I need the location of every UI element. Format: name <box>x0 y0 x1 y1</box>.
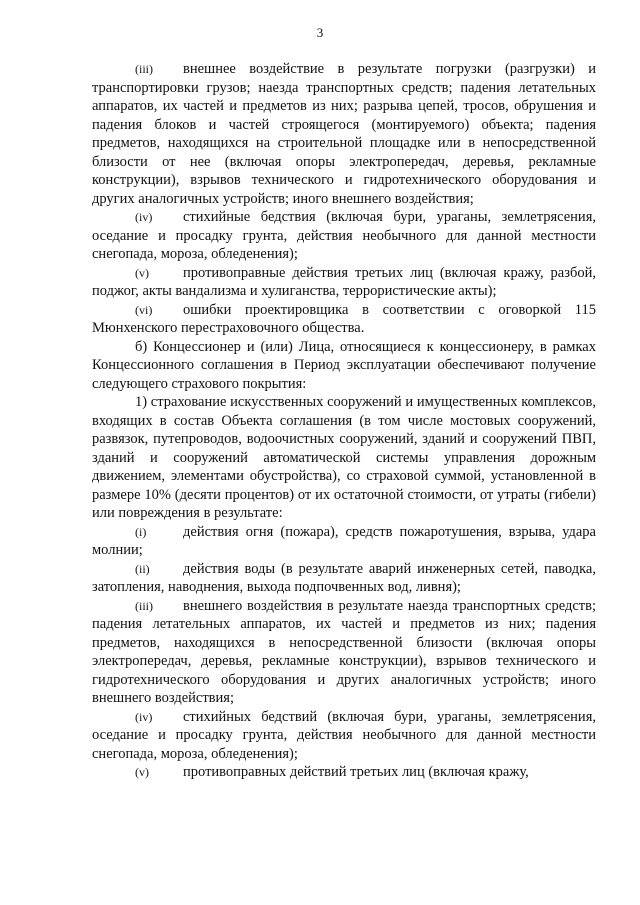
list-item <box>92 523 596 560</box>
list-marker: (ii) <box>135 561 150 576</box>
list-marker: (vi) <box>135 302 153 317</box>
page-number: 3 <box>316 25 324 40</box>
list-marker: (iv) <box>135 210 153 224</box>
list-marker: (iv) <box>135 709 153 724</box>
list-item <box>92 560 596 597</box>
list-marker: (v) <box>135 765 149 779</box>
list-item-text: противоправные действия третьих лиц (включая кражу, разбой, поджог, акты вандализма и хулиганства, террористические акты); <box>92 264 596 299</box>
list-marker: (iii) <box>135 62 153 76</box>
list-item <box>92 597 596 708</box>
list-marker: (v) <box>135 265 149 280</box>
list-marker: (i) <box>135 524 147 539</box>
document-body <box>92 60 596 782</box>
list-item-text: внешнего воздействия в результате наезда транспортных средств; падения летательных аппаратов, их частей и предметов из них; падения предметов, находящихся в непосредственной близости (включая опоры электропередач, деревья, рекламные конструкции), взрывов технического и гидротехнического оборудования и других аналогичных устройств; иного внешнего воздействия; <box>92 597 596 706</box>
list-item <box>92 264 596 301</box>
list-item <box>92 301 596 338</box>
list-marker: (iii) <box>135 598 153 613</box>
list-item <box>92 763 596 782</box>
list-item-text: ошибки проектировщика в соответствии с оговоркой 115 Мюнхенского перестраховочного общества. <box>92 301 596 336</box>
paragraph: 1) страхование искусственных сооружений и имущественных комплексов, входящих в состав Объекта соглашения (в том числе мостовых сооружений, развязок, путепроводов, водоочистных сооружений, зданий и сооружений ПВП, зданий и сооружений автоматической системы управления дорожным движением, элементами обустройства), со страховой суммой, установленной в размере 10% (десяти процентов) от их остаточной стоимости, от утраты (гибели) или повреждения в результате: <box>92 394 596 521</box>
list-item-text: действия огня (пожара), средств пожаротушения, взрыва, удара молнии; <box>92 523 596 558</box>
list-item-text: действия воды (в результате аварий инженерных сетей, паводка, затопления, наводнения, выхода подпочвенных вод, ливня); <box>92 560 596 595</box>
list-item-text: противоправных действий третьих лиц (включая кражу, <box>183 764 529 780</box>
list-item <box>92 60 596 208</box>
list-item <box>92 208 596 264</box>
list-item-text: стихийных бедствий (включая бури, ураганы, землетрясения, оседание и просадку грунта, действия необычного для данной местности снегопада, мороза, обледенения); <box>92 708 596 762</box>
list-item <box>92 708 596 764</box>
paragraph: б) Концессионер и (или) Лица, относящиеся к концессионеру, в рамках Концессионного соглашения в Период эксплуатации обеспечивают получение следующего страхового покрытия: <box>92 338 596 392</box>
list-item-text: внешнее воздействие в результате погрузки (разгрузки) и транспортировки грузов; наезда транспортных средств; падения летательных аппаратов, их частей и предметов из них; разрыва цепей, тросов, обрушения и падения блоков и частей строящегося (монтируемого) объекта; падения предметов, находящихся на строительной площадке или в непосредственной близости от нее (включая опоры электропередач, деревья, рекламные конструкции), взрывов технического и гидротехнического оборудования и других аналогичных устройств; иного внешнего воздействия; <box>92 61 596 207</box>
list-item-text: стихийные бедствия (включая бури, ураганы, землетрясения, оседание и просадку грунта, действия необычного для данной местности снегопада, мороза, обледенения); <box>92 209 596 262</box>
